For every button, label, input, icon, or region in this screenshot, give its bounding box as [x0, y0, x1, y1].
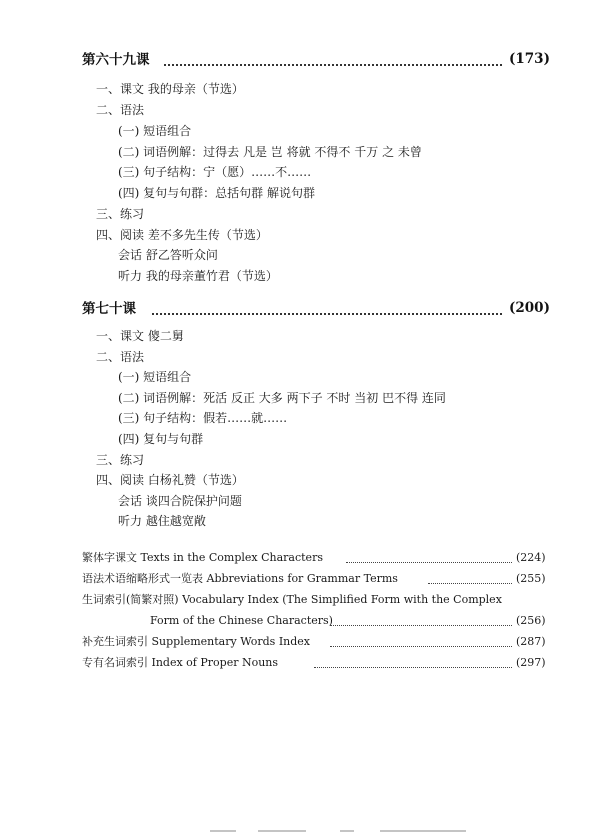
lesson-70-item: (二) 词语例解：死活 反正 大多 两下子 不时 当初 巴不得 连同 — [118, 391, 446, 405]
lesson-70-item: (一) 短语组合 — [118, 370, 192, 384]
appendix-page[interactable]: (224) — [516, 551, 546, 564]
lesson-69-leader — [164, 64, 502, 66]
appendix-entry[interactable]: Form of the Chinese Characters) — [150, 614, 333, 627]
lesson-69-item: 一、课文 我的母亲（节选） — [96, 82, 244, 96]
lesson-70-item: (四) 复句与句群 — [118, 432, 204, 446]
scan-artifact — [340, 830, 354, 832]
appendix-leader — [428, 583, 512, 584]
scan-artifact — [210, 830, 236, 832]
lesson-69-item: 会话 舒乙答听众问 — [118, 248, 218, 262]
scan-artifact — [380, 830, 466, 832]
lesson-70-item: 三、练习 — [96, 453, 145, 467]
lesson-70-item: 四、阅读 白杨礼赞（节选） — [96, 473, 244, 487]
appendix-page[interactable]: (297) — [516, 656, 546, 669]
appendix-leader — [314, 667, 512, 668]
lesson-69-title[interactable]: 第六十九课 — [82, 52, 150, 68]
lesson-70-title[interactable]: 第七十课 — [82, 301, 136, 317]
lesson-70-item: 听力 越住越宽敞 — [118, 514, 206, 528]
appendix-page[interactable]: (256) — [516, 614, 546, 627]
scan-artifact — [258, 830, 306, 832]
lesson-69-item: (四) 复句与句群：总括句群 解说句群 — [118, 186, 315, 200]
appendix-entry[interactable]: 生词索引(简繁对照) Vocabulary Index (The Simplified Form with the Complex — [82, 593, 502, 606]
appendix-page[interactable]: (255) — [516, 572, 546, 585]
appendix-leader — [346, 562, 512, 563]
lesson-70-page[interactable]: (200) — [509, 300, 550, 316]
appendix-entry[interactable]: 专有名词索引 Index of Proper Nouns — [82, 656, 279, 669]
lesson-69-item: 四、阅读 差不多先生传（节选） — [96, 228, 268, 242]
lesson-69-item: (三) 句子结构：宁（愿）……不…… — [118, 165, 312, 179]
appendix-page[interactable]: (287) — [516, 635, 546, 648]
appendix-leader — [330, 646, 512, 647]
lesson-69-item: 三、练习 — [96, 207, 145, 221]
lesson-70-leader — [152, 313, 502, 315]
appendix-leader — [330, 625, 512, 626]
lesson-69-item: (二) 词语例解：过得去 凡是 岂 将就 不得不 千万 之 未曾 — [118, 145, 422, 159]
lesson-69-page[interactable]: (173) — [509, 51, 550, 67]
lesson-70-item: 一、课文 傻二舅 — [96, 329, 184, 343]
lesson-69-item: (一) 短语组合 — [118, 124, 192, 138]
appendix-entry[interactable]: 补充生词索引 Supplementary Words Index — [82, 635, 311, 648]
lesson-70-item: 会话 谈四合院保护问题 — [118, 494, 242, 508]
lesson-69-item: 听力 我的母亲董竹君（节选） — [118, 269, 278, 283]
appendix-entry[interactable]: 繁体字课文 Texts in the Complex Characters — [82, 551, 323, 564]
lesson-70-item: 二、语法 — [96, 350, 145, 364]
appendix-entry[interactable]: 语法术语缩略形式一览表 Abbreviations for Grammar Terms — [82, 572, 398, 585]
lesson-69-item: 二、语法 — [96, 103, 145, 117]
lesson-70-item: (三) 句子结构：假若……就…… — [118, 411, 288, 425]
